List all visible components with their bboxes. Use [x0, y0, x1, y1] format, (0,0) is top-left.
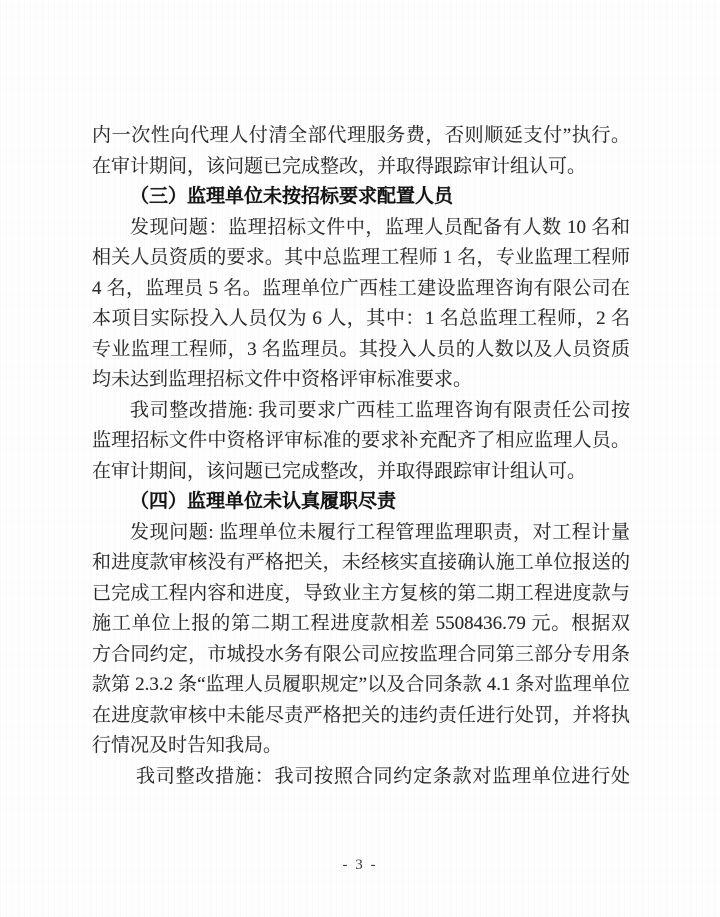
page-number: - 3 - — [342, 857, 378, 873]
body-line: 本项目实际投入人员仅为 6 人，其中：1 名总监理工程师，2 名 — [92, 308, 630, 329]
document-text-block — [92, 121, 630, 792]
body-line: 4 名，监理员 5 名。监理单位广西桂工建设监理咨询有限公司在 — [92, 277, 630, 299]
body-line: 在审计期间，该问题已完成整改，并取得跟踪审计组认可。 — [92, 460, 587, 482]
body-line: 我司整改措施: 我司要求广西桂工监理咨询有限责任公司按 — [130, 399, 630, 421]
body-line: 在进度款审核中未能尽责严格把关的违约责任进行处罚，并将执 — [92, 704, 630, 726]
body-line: 已完成工程内容和进度，导致业主方复核的第二期工程进度款与 — [92, 582, 630, 604]
body-line: 施工单位上报的第二期工程进度款相差 5508436.79 元。根据双 — [92, 613, 630, 634]
body-line: 内一次性向代理人付清全部代理服务费，否则顺延支付”执行。 — [92, 125, 630, 146]
body-line: 相关人员资质的要求。其中总监理工程师 1 名，专业监理工程师 — [92, 247, 630, 268]
body-line: 均未达到监理招标文件中资格评审标准要求。 — [92, 369, 473, 390]
body-line: 我司整改措施：我司按照合同约定条款对监理单位进行处 — [136, 765, 630, 787]
body-line: 款第 2.3.2 条“监理人员履职规定”以及合同条款 4.1 条对监理单位 — [92, 674, 630, 695]
body-line: 和进度款审核没有严格把关，未经核实直接确认施工单位报送的 — [92, 552, 630, 573]
body-line: 专业监理工程师，3 名监理员。其投入人员的人数以及人员资质 — [92, 338, 630, 360]
section-heading-4: （四）监理单位未认真履职尽责 — [130, 491, 397, 512]
body-line: 监理招标文件中资格评审标准的要求补充配齐了相应监理人员。 — [92, 430, 630, 451]
body-line: 发现问题：监理招标文件中，监理人员配备有人数 10 名和 — [130, 216, 630, 238]
section-heading-3: （三）监理单位未按招标要求配置人员 — [130, 186, 454, 207]
body-line: 在审计期间，该问题已完成整改，并取得跟踪审计组认可。 — [92, 155, 587, 177]
body-line: 方合同约定，市城投水务有限公司应按监理合同第三部分专用条 — [92, 643, 630, 665]
body-line: 行情况及时告知我局。 — [92, 735, 283, 756]
body-line: 发现问题: 监理单位未履行工程管理监理职责，对工程计量 — [130, 521, 630, 543]
